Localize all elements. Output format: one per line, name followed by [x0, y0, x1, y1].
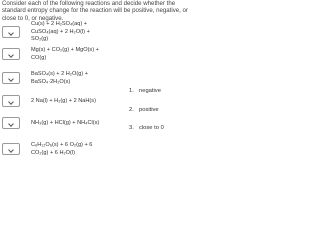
entropy-select-5[interactable] [2, 117, 20, 129]
instructions: Consider each of the following reactions and decide whether the standard entropy change for the reaction will be positive, negative, or close to 0, or negative. [2, 0, 188, 22]
reaction-text-5: NH₃(g) + HCl(g) + NH₄Cl(s) [31, 120, 100, 126]
reaction-text-3: BaSO₄(s) + 2 H₂O(g) + BaSO₄·2H₂O(s) [31, 71, 88, 85]
entropy-select-1[interactable] [2, 26, 20, 38]
reaction-text-6: C₆H₁₂O₆(s) + 6 O₂(g) + 6 CO₂(g) + 6 H₂O(l) [31, 142, 93, 156]
entropy-select-2[interactable] [2, 48, 20, 60]
chevron-down-icon [8, 52, 14, 58]
reaction-text-1: Cu(s) + 2 H₂SO₄(aq) + CuSO₄(aq) + 2 H₂O(l) + SO₂(g) [31, 21, 90, 43]
chevron-down-icon [8, 99, 14, 105]
entropy-select-6[interactable] [2, 143, 20, 155]
chevron-down-icon [8, 30, 14, 36]
chevron-down-icon [8, 76, 14, 82]
entropy-select-4[interactable] [2, 95, 20, 107]
chevron-down-icon [8, 121, 14, 127]
reaction-text-2: Mg(s) + CO₂(g) + MgO(s) + CO(g) [31, 47, 99, 61]
option-close-to-0: 3. close to 0 [129, 125, 164, 131]
option-positive: 2. positive [129, 107, 159, 113]
option-negative: 1. negative [129, 88, 161, 94]
entropy-select-3[interactable] [2, 72, 20, 84]
reaction-text-4: 2 Na(l) + H₂(g) + 2 NaH(s) [31, 98, 96, 104]
chevron-down-icon [8, 147, 14, 153]
